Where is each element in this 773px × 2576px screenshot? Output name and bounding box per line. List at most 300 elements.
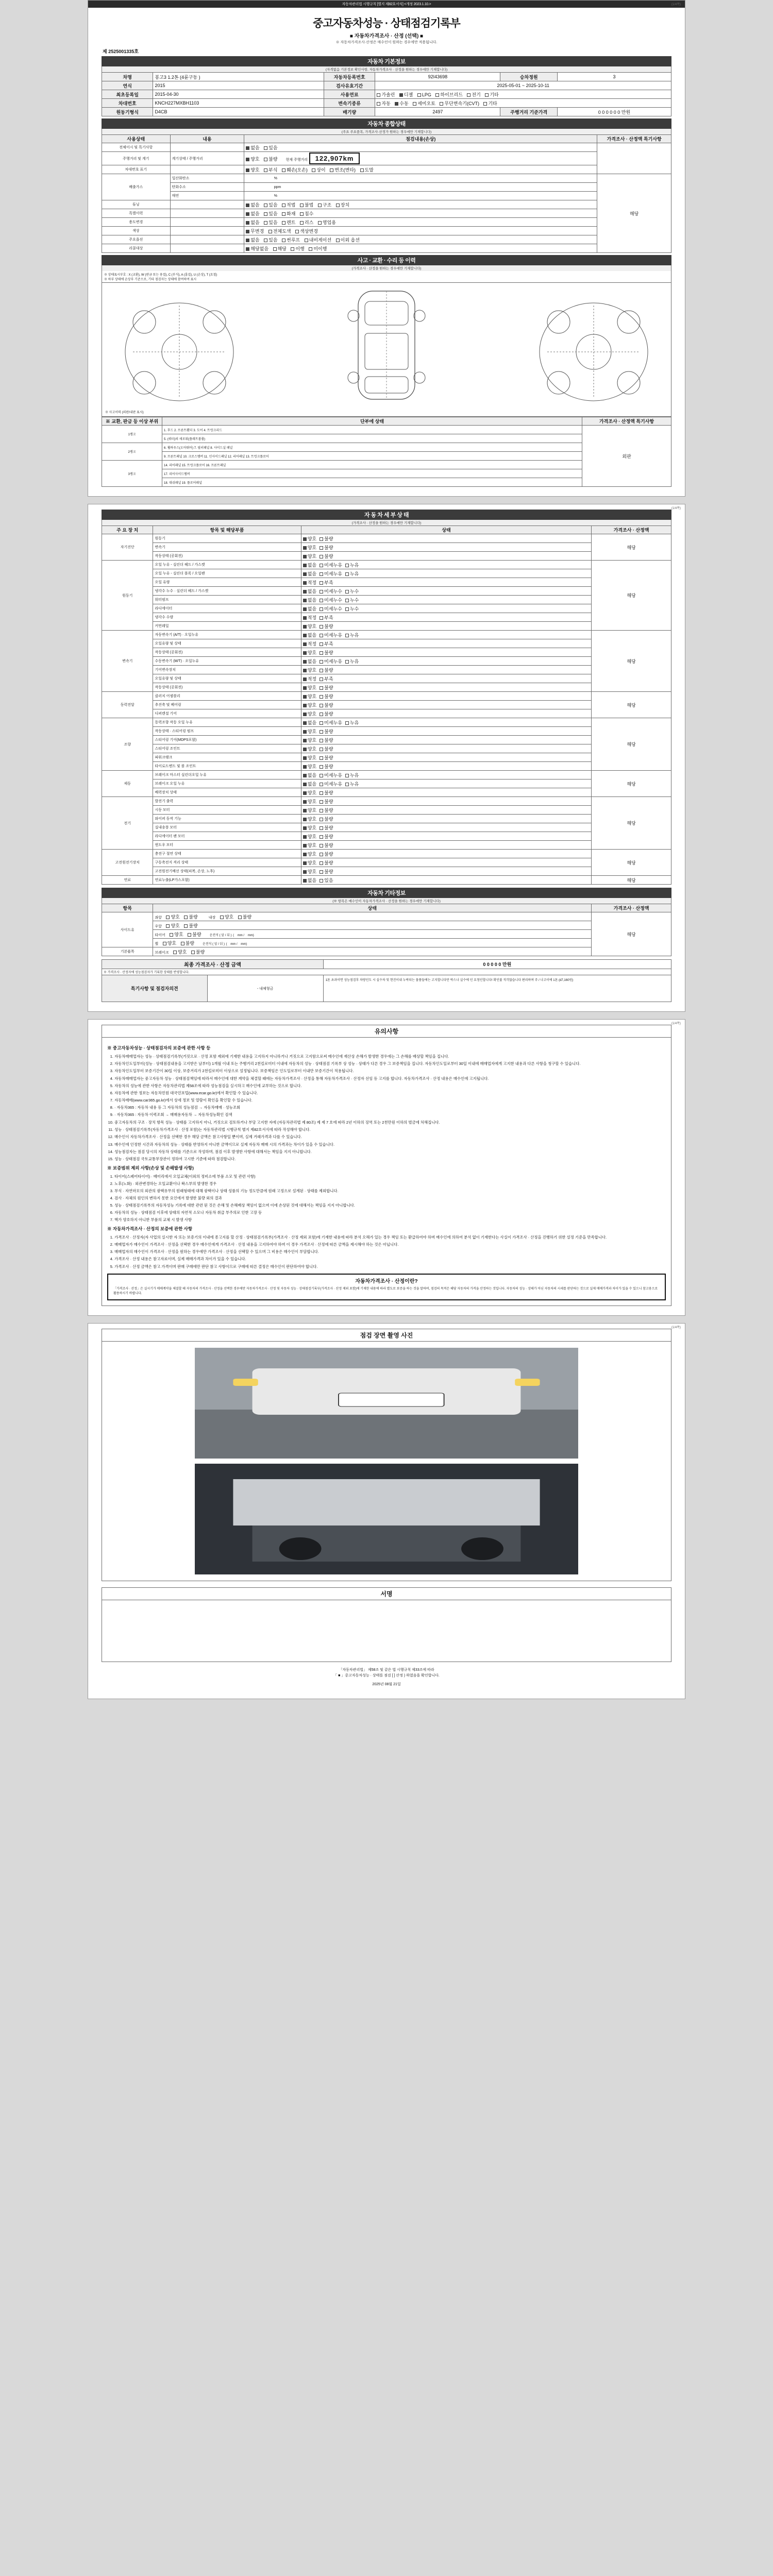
other-row-4 [153, 947, 592, 956]
overall-table [102, 134, 671, 253]
special-none[interactable]: 없음 [246, 210, 259, 217]
detail-item-7-1: 구동축전지 격리 상태 [153, 858, 301, 867]
detail-opt-누유[interactable]: 누유 [345, 658, 359, 665]
detail-opt-부족[interactable]: 부족 [320, 640, 333, 647]
emission-hc-value[interactable]: ppm [244, 183, 597, 192]
checkbox-icon [345, 564, 349, 567]
section-other-note: (※ 항목은 매수인이 자동차가격조사 · 산정을 원하는 경우에만 기재합니다) [102, 898, 671, 904]
detail-opt-있음[interactable]: 있음 [320, 877, 333, 884]
label-first-reg: 최초등록일 [102, 90, 153, 99]
detail-opt-양호[interactable]: 양호 [303, 859, 316, 866]
detail-note-3: 해당 [592, 692, 671, 718]
detail-row [102, 850, 671, 858]
detail-opt-누수[interactable]: 누수 [345, 597, 359, 603]
detail-opt-불량[interactable]: 불량 [320, 798, 333, 805]
detail-opt-없음[interactable]: 없음 [303, 658, 316, 665]
car-top-view-diagram [330, 286, 443, 404]
parts-rank-2: 2랭크 [102, 443, 162, 461]
detail-row [102, 709, 671, 718]
checkbox-icon [303, 844, 307, 848]
detail-opt-양호[interactable]: 양호 [303, 754, 316, 761]
value-seat-count: 3 [557, 73, 671, 81]
detail-opt-없음[interactable]: 없음 [303, 772, 316, 778]
tuning-illegal[interactable]: 불법 [300, 201, 313, 208]
detail-opt-양호[interactable]: 양호 [303, 710, 316, 717]
tire-value-1[interactable]: ( mm / mm) [226, 942, 247, 946]
notice-item: 7. 자동차매매(www.car365.go.kr)에서 상세 정보 및 열람이 확인을 확인할 수 있습니다. [114, 1097, 666, 1103]
other-3-good[interactable]: 양호 [163, 940, 176, 946]
detail-state-1-4 [301, 596, 592, 604]
value-car-name: 봉고3 1.2톤 (4륜구동 ) [153, 73, 324, 81]
tuning-structure[interactable]: 구조 [318, 201, 331, 208]
checkbox-icon [320, 791, 323, 795]
notice-item: 6. 자동차에 관한 정보는 자동차민원 대국민포털(www.ecar.go.kr)에서 확인할 수 있습니다. [114, 1090, 666, 1096]
section-overall-title: 자동차 종합상태 [102, 118, 671, 129]
detail-opt-양호[interactable]: 양호 [303, 649, 316, 656]
detail-state-1-0 [301, 561, 592, 569]
tuning-legal[interactable]: 적법 [282, 201, 295, 208]
detail-opt-불량[interactable]: 불량 [320, 833, 333, 840]
detail-opt-적정[interactable]: 적정 [303, 675, 316, 682]
notice-head-1: ※ 중고자동차성능 · 상태점검자의 보증에 관한 사항 등 [107, 1045, 211, 1051]
checkbox-icon [320, 861, 323, 865]
tire-value-0[interactable]: ( mm / mm) [233, 934, 254, 937]
detail-state-7-2 [301, 867, 592, 876]
detail-row [102, 718, 671, 727]
other-2-bad[interactable]: 불량 [188, 931, 201, 938]
detail-opt-불량[interactable]: 불량 [320, 789, 333, 796]
detail-opt-없음[interactable]: 없음 [303, 597, 316, 603]
checkbox-icon [303, 853, 307, 856]
detail-row [102, 648, 671, 657]
docno-label: 제 [103, 49, 107, 55]
notice-item: 4. 검사 · 자체의 원인의 변하지 못한 요인에서 발생한 불량 외의 결과 [114, 1195, 666, 1201]
detail-state-1-6 [301, 613, 592, 622]
detail-opt-없음[interactable]: 없음 [303, 605, 316, 612]
checkbox-icon [320, 721, 323, 725]
color-nochange[interactable]: 무변경 [246, 228, 264, 234]
detail-opt-불량[interactable]: 불량 [320, 851, 333, 857]
detail-state-2-1 [301, 639, 592, 648]
detail-group-4: 조향 [102, 718, 153, 771]
detail-opt-불량[interactable]: 불량 [320, 745, 333, 752]
checkbox-icon [303, 721, 307, 725]
detail-opt-적정[interactable]: 적정 [303, 614, 316, 621]
detail-opt-부족[interactable]: 부족 [320, 579, 333, 586]
detail-opt-양호[interactable]: 양호 [303, 553, 316, 560]
detail-opt-불량[interactable]: 불량 [320, 816, 333, 822]
checkbox-icon [320, 564, 323, 567]
overall-note-2: 해당 [597, 174, 671, 253]
detail-opt-미세누유[interactable]: 미세누유 [320, 570, 342, 577]
detail-row [102, 587, 671, 596]
detail-row [102, 736, 671, 744]
checkbox-icon [303, 634, 307, 637]
checkbox-icon [320, 870, 323, 874]
accident-yes[interactable]: 있음 [264, 144, 277, 151]
detail-opt-없음[interactable]: 없음 [303, 588, 316, 595]
detail-opt-불량[interactable]: 불량 [320, 702, 333, 708]
usechange-lease[interactable]: 리스 [300, 219, 313, 226]
detail-opt-양호[interactable]: 양호 [303, 807, 316, 814]
detail-opt-불량[interactable]: 불량 [320, 807, 333, 814]
notice-title: 유의사항 [102, 1025, 671, 1038]
right-panel-diagram [532, 295, 656, 409]
checkbox-icon [303, 686, 307, 690]
other-2-good[interactable]: 양호 [170, 931, 183, 938]
detail-opt-불량[interactable]: 불량 [320, 649, 333, 656]
other-0-good[interactable]: 양호 [166, 913, 179, 920]
trans-opt-manual[interactable]: 수동 [395, 100, 408, 107]
detail-opt-누유[interactable]: 누유 [345, 772, 359, 778]
label-seat-count: 승차정원 [500, 73, 558, 81]
checkbox-icon [303, 791, 307, 795]
detail-opt-양호[interactable]: 양호 [303, 728, 316, 735]
other-0-bad[interactable]: 불량 [184, 913, 197, 920]
detail-opt-없음[interactable]: 없음 [303, 570, 316, 577]
special-flood[interactable]: 침수 [300, 210, 313, 217]
trans-opt-cvt[interactable]: 무단변속기(CVT) [440, 100, 479, 107]
value-mileage-base-price: 0 0 0 0 0 0 만원 [557, 108, 671, 116]
color-changed[interactable]: 색상변경 [295, 228, 318, 234]
overall-row-special-check [244, 209, 597, 218]
detail-opt-불량[interactable]: 불량 [320, 737, 333, 743]
page-4 [88, 1323, 685, 1700]
checkbox-icon [320, 642, 323, 646]
detail-opt-미세누유[interactable]: 미세누유 [320, 632, 342, 638]
detail-opt-양호[interactable]: 양호 [303, 851, 316, 857]
guarantee-title: 자동차가격조사 · 산정이란? [355, 1278, 418, 1284]
detail-opt-누수[interactable]: 누수 [345, 605, 359, 612]
checkbox-icon [303, 704, 307, 707]
mileage-bad[interactable]: 불량 [264, 156, 277, 162]
notice-item: 11. 성능 · 상태점검기록부(자동차가격조사 · 산정 포함)는 자동차관리법 시행규칙 별지 제82호서식에 따라 작성해야 합니다. [114, 1127, 666, 1132]
options-etc[interactable]: 이외 옵션 [336, 236, 360, 243]
vin-erased[interactable]: 도말 [360, 166, 374, 173]
detail-state-3-0 [301, 692, 592, 701]
overall-row-usechange-check [244, 218, 597, 227]
other-0b-good[interactable]: 양호 [220, 913, 233, 920]
detail-item-4-2: 스티어링 기어(MDPS포함) [153, 736, 301, 744]
notice-item: 2. 자동차인도일부터(성능 · 상태점검내용을 고지받은 날부터) 1개월 이내 또는 주행거리 2천킬로미터 이내에 자동차의 성능 · 상태점검 기록부 상 성능 · 상태가 다른 경우 그 보증책임을 집니다. 자동차인도일로부터 30일 이내에 매매업자에게 고지한 내용과 다른 사항을 청구할 수 있습니다. [114, 1061, 666, 1066]
special-fire[interactable]: 화재 [282, 210, 295, 217]
detail-opt-양호[interactable]: 양호 [303, 544, 316, 551]
checkbox-icon [320, 739, 323, 742]
accident-diagram[interactable] [102, 283, 671, 417]
detail-opt-양호[interactable]: 양호 [303, 868, 316, 875]
detail-opt-양호[interactable]: 양호 [303, 798, 316, 805]
overall-row-options-check [244, 235, 597, 244]
label-fuel: 사용연료 [324, 90, 375, 99]
sign-area[interactable] [102, 1600, 671, 1662]
checkbox-icon [303, 800, 307, 804]
detail-opt-양호[interactable]: 양호 [303, 842, 316, 849]
checkbox-icon [320, 625, 323, 629]
detail-opt-미세누수[interactable]: 미세누수 [320, 605, 342, 612]
checkbox-icon [303, 818, 307, 821]
detail-item-6-2: 와이퍼 동작 기능 [153, 815, 301, 823]
detail-opt-누유[interactable]: 누유 [345, 562, 359, 568]
accident-left-title: ※ 사고이력 (외판/내판 표시) [105, 411, 144, 415]
detail-row [102, 762, 671, 771]
detail-opt-불량[interactable]: 불량 [320, 754, 333, 761]
detail-item-2-1: 오일유량 및 상태 [153, 639, 301, 648]
parts-items-2: 5. (쿼터)의 새로워(플래트볼륨) [162, 434, 582, 443]
detail-state-0-0 [301, 534, 592, 543]
color-fullpaint[interactable]: 전체도색 [268, 228, 291, 234]
detail-state-6-3 [301, 823, 592, 832]
other-head-2: 가격조사 · 산정액 [592, 904, 671, 912]
parts-items-7: 18. 대쉬패널 19. 플로어패널 [162, 478, 582, 487]
fuel-opt-diesel[interactable]: 디젤 [399, 91, 413, 98]
options-none[interactable]: 없음 [246, 236, 259, 243]
detail-opt-양호[interactable]: 양호 [303, 693, 316, 700]
detail-opt-없음[interactable]: 없음 [303, 719, 316, 726]
overall-row-vin-label: 차대번호 표기 [102, 165, 171, 174]
detail-opt-양호[interactable]: 양호 [303, 623, 316, 630]
other-4-good[interactable]: 양호 [173, 948, 187, 955]
detail-item-6-4: 라디에이터 팬 모터 [153, 832, 301, 841]
final-price-value: 0 0 0 0 0 만원 [323, 960, 671, 969]
detail-opt-불량[interactable]: 불량 [320, 824, 333, 831]
accident-parts-table [102, 417, 671, 487]
detail-opt-미세누유[interactable]: 미세누유 [320, 781, 342, 787]
detail-opt-부족[interactable]: 부족 [320, 614, 333, 621]
detail-opt-없음[interactable]: 없음 [303, 877, 316, 884]
checkbox-icon [320, 651, 323, 655]
notice-body [102, 1038, 671, 1306]
detail-opt-불량[interactable]: 불량 [320, 868, 333, 875]
detail-item-6-1: 시동 모터 [153, 806, 301, 815]
detail-opt-양호[interactable]: 양호 [303, 833, 316, 840]
checkbox-icon [303, 748, 307, 751]
detail-opt-양호[interactable]: 양호 [303, 763, 316, 770]
detail-opt-적정[interactable]: 적정 [303, 640, 316, 647]
detail-note-2: 해당 [592, 631, 671, 692]
checkbox-icon [345, 660, 349, 664]
checkbox-icon [303, 870, 307, 874]
checkbox-icon [345, 721, 349, 725]
recall-done[interactable]: 이행 [291, 245, 304, 252]
value-engine-type: D4CB [153, 108, 324, 116]
usechange-rent[interactable]: 렌트 [282, 219, 295, 226]
detail-opt-양호[interactable]: 양호 [303, 816, 316, 822]
notice-item: 5. 성능 · 상태점검기록부의 자동차성능 기록에 대한 관련 된 것은 손해 및 손해배상 책임이 없으며 이에 손상된 것에 대해서는 책임을 지지 아니합니다. [114, 1202, 666, 1208]
options-sunroof[interactable]: 썬루프 [282, 236, 300, 243]
other-1-bad[interactable]: 불량 [184, 922, 197, 929]
detail-row [102, 727, 671, 736]
detail-opt-양호[interactable]: 양호 [303, 824, 316, 831]
fuel-opt-etc[interactable]: 기타 [485, 91, 498, 98]
detail-group-2: 변속기 [102, 631, 153, 692]
detail-opt-불량[interactable]: 불량 [320, 842, 333, 849]
detail-opt-양호[interactable]: 양호 [303, 667, 316, 673]
trans-opt-etc[interactable]: 기타 [483, 100, 497, 107]
checkbox-icon [320, 800, 323, 804]
detail-opt-불량[interactable]: 불량 [320, 859, 333, 866]
special-note-label: 특기사항 및 점검자의견 [102, 975, 208, 1002]
value-year: 2015 [153, 81, 324, 90]
sign-footer-1: 「자동차관리법」 제58조 및 같은 법 시행규칙 제33조에 따라 [339, 1668, 434, 1672]
detail-note-1: 해당 [592, 561, 671, 631]
detail-opt-미세누유[interactable]: 미세누유 [320, 658, 342, 665]
fuel-opt-electric[interactable]: 전기 [467, 91, 480, 98]
detail-opt-누수[interactable]: 누수 [345, 588, 359, 595]
detail-opt-불량[interactable]: 불량 [320, 728, 333, 735]
notice-item: 4. 가격조사 · 산정 내용은 참고자료이며, 실제 매매가격과 차이가 있을 수 있습니다. [114, 1256, 666, 1262]
detail-row [102, 876, 671, 885]
detail-opt-양호[interactable]: 양호 [303, 702, 316, 708]
detail-state-2-2 [301, 648, 592, 657]
detail-opt-없음[interactable]: 없음 [303, 632, 316, 638]
vin-corrosion[interactable]: 부식 [264, 166, 277, 173]
detail-state-0-1 [301, 543, 592, 552]
detail-state-2-0 [301, 631, 592, 639]
detail-note-6: 해당 [592, 797, 671, 850]
emission-co-label: 일산화탄소 [170, 174, 244, 183]
checkbox-icon [320, 774, 323, 777]
other-0b-bad[interactable]: 불량 [238, 913, 251, 920]
other-1-good[interactable]: 양호 [166, 922, 179, 929]
detail-opt-불량[interactable]: 불량 [320, 763, 333, 770]
accident-note-value: 외판 [582, 426, 671, 487]
vin-damage[interactable]: 훼손(오손) [282, 166, 308, 173]
other-label-1: 우앞 [155, 924, 162, 928]
detail-item-0-1: 변속기 [153, 543, 301, 552]
usechange-yes[interactable]: 있음 [264, 219, 277, 226]
detail-opt-불량[interactable]: 불량 [320, 667, 333, 673]
detail-opt-부족[interactable]: 부족 [320, 675, 333, 682]
parts-items-5: 14. 리어패널 15. 트렁크플로어 16. 프론트패널 [162, 461, 582, 469]
other-3-bad[interactable]: 불량 [181, 940, 194, 946]
detail-state-4-3 [301, 744, 592, 753]
detail-opt-불량[interactable]: 불량 [320, 535, 333, 542]
detail-opt-누유[interactable]: 누유 [345, 781, 359, 787]
final-price-table [102, 959, 671, 1002]
detail-opt-미세누수[interactable]: 미세누수 [320, 597, 342, 603]
detail-state-2-6 [301, 683, 592, 692]
detail-item-5-1: 브레이크 오일 누유 [153, 779, 301, 788]
overall-row-emission-label: 배출가스 [102, 174, 171, 200]
emission-co-value[interactable]: % [244, 174, 597, 183]
usechange-none[interactable]: 없음 [246, 219, 259, 226]
detail-opt-불량[interactable]: 불량 [320, 553, 333, 560]
detail-opt-불량[interactable]: 불량 [320, 623, 333, 630]
vin-altered[interactable]: 변조(변타) [330, 166, 356, 173]
detail-head-1: 항목 및 해당부품 [153, 526, 301, 534]
recall-na[interactable]: 해당없음 [246, 245, 268, 252]
recall-notdone[interactable]: 미이행 [309, 245, 327, 252]
detail-opt-불량[interactable]: 불량 [320, 693, 333, 700]
guarantee-text: 「가격조사 · 산정」은 실시기가 매매계약을 체결할 때 자동차의 가격조사 · 산정을 선택한 경우에만 자동차가격조사 · 산정 및 자동차 성능 · 상태점검기록부(가격조사 · 산정 제외 포함)에 기재한 내용에 따라 별도로 보증을 하는 것을 말하며, 점검의 목적은 해당 자동차의 가격을 산정하는 것입니다. 자동차의 성능 · 상태가 아닌 자동차의 시세를 판단하는 것으로 실제 매매가격과 차이가 있을 수 있으니 참고용으로 활용하시기 바랍니다. [113, 1287, 658, 1295]
vin-good[interactable]: 양호 [246, 166, 259, 173]
emission-hc-label: 탄화수소 [170, 183, 244, 192]
detail-opt-불량[interactable]: 불량 [320, 684, 333, 691]
tuning-yes[interactable]: 있음 [264, 201, 277, 208]
detail-state-4-4 [301, 753, 592, 762]
options-yes[interactable]: 있음 [264, 236, 277, 243]
detail-state-5-2 [301, 788, 592, 797]
detail-opt-양호[interactable]: 양호 [303, 737, 316, 743]
sign-footer-2: 「 ■ 」중고자동차성능 · 상태를 점검 [ ] 산정 ) 하였음을 확인합니다. [333, 1673, 440, 1677]
detail-opt-미세누유[interactable]: 미세누유 [320, 719, 342, 726]
other-4-bad[interactable]: 불량 [191, 948, 205, 955]
tuning-none[interactable]: 없음 [246, 201, 259, 208]
detail-opt-양호[interactable]: 양호 [303, 789, 316, 796]
other-cat-side: 사이드유 [102, 912, 153, 947]
detail-item-0-2: 작동상태 (공회전) [153, 552, 301, 561]
options-nav[interactable]: 내비게이션 [305, 236, 331, 243]
overall-row-recall-label: 리콜대상 [102, 244, 171, 253]
vin-different[interactable]: 상이 [312, 166, 325, 173]
detail-opt-누유[interactable]: 누유 [345, 570, 359, 577]
trans-opt-auto[interactable]: 자동 [377, 100, 390, 107]
overall-row-vin-check [244, 165, 597, 174]
detail-item-7-0: 충전구 절연 상태 [153, 850, 301, 858]
detail-group-1: 원동기 [102, 561, 153, 631]
tuning-device[interactable]: 장치 [336, 201, 349, 208]
fuel-opt-hybrid[interactable]: 하이브리드 [435, 91, 462, 98]
detail-opt-불량[interactable]: 불량 [320, 710, 333, 717]
mileage-good[interactable]: 양호 [246, 156, 259, 162]
special-yes[interactable]: 있음 [264, 210, 277, 217]
emission-smoke-value[interactable]: % [244, 192, 597, 200]
detail-row [102, 753, 671, 762]
trans-opt-semi[interactable]: 세미오토 [413, 100, 435, 107]
detail-group-3: 동력전달 [102, 692, 153, 718]
detail-group-0: 자기진단 [102, 534, 153, 561]
tire-row-1: 운전석 ( 앞 / 뒤 ) [203, 942, 225, 946]
checkbox-icon [345, 590, 349, 594]
detail-note-4: 해당 [592, 718, 671, 771]
detail-row [102, 569, 671, 578]
label-transmission: 변속기종류 [324, 99, 375, 108]
detail-opt-없음[interactable]: 없음 [303, 562, 316, 568]
accident-none[interactable]: 없음 [246, 144, 259, 151]
recall-yes[interactable]: 해당 [273, 245, 287, 252]
detail-opt-양호[interactable]: 양호 [303, 684, 316, 691]
value-first-reg: 2015-04-30 [153, 90, 324, 99]
detail-opt-불량[interactable]: 불량 [320, 544, 333, 551]
detail-item-2-6: 작동상태 (공회전) [153, 683, 301, 692]
detail-opt-누유[interactable]: 누유 [345, 632, 359, 638]
other-head-1: 상태 [153, 904, 592, 912]
detail-opt-양호[interactable]: 양호 [303, 745, 316, 752]
detail-opt-미세누유[interactable]: 미세누유 [320, 772, 342, 778]
value-fuel-options [375, 90, 671, 99]
detail-row [102, 578, 671, 587]
detail-opt-양호[interactable]: 양호 [303, 535, 316, 542]
checkbox-icon [303, 572, 307, 576]
fuel-opt-gasoline[interactable]: 가솔린 [377, 91, 395, 98]
detail-opt-미세누유[interactable]: 미세누유 [320, 562, 342, 568]
checkbox-icon [320, 713, 323, 716]
detail-opt-미세누수[interactable]: 미세누수 [320, 588, 342, 595]
checkbox-icon [303, 651, 307, 655]
detail-state-7-0 [301, 850, 592, 858]
checkbox-icon [303, 555, 307, 558]
detail-row [102, 604, 671, 613]
overall-row-accident-history-desc [170, 143, 244, 152]
detail-head-3: 가격조사 · 산정액 [592, 526, 671, 534]
mileage-current-value: 122,907km [309, 152, 360, 164]
detail-opt-적정[interactable]: 적정 [303, 579, 316, 586]
overall-head-0: 사용상태 [102, 135, 171, 143]
detail-opt-없음[interactable]: 없음 [303, 781, 316, 787]
usechange-commercial[interactable]: 영업용 [318, 219, 336, 226]
detail-opt-누유[interactable]: 누유 [345, 719, 359, 726]
fuel-opt-lpg[interactable]: LPG [417, 92, 431, 97]
